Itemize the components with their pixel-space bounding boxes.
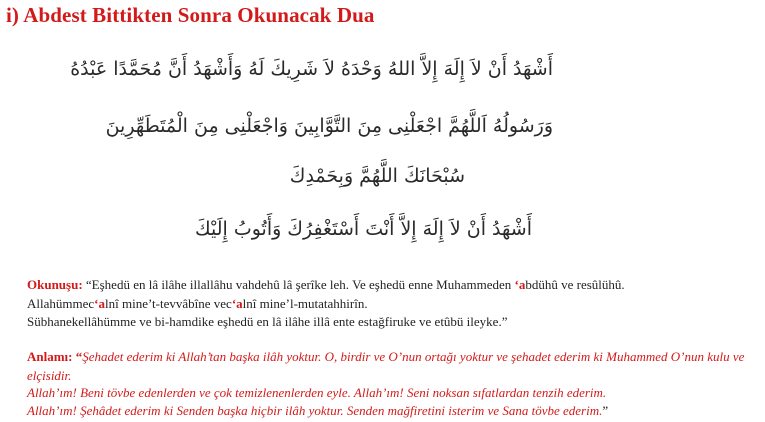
arabic-line-2: وَرَسُولُهُ اَللَّهُمَّ اجْعَلْنِى مِنَ التَّوَّابِينَ وَاجْعَلْنِى مِنَ الْمُتَطَهِّرِينَ (105, 115, 553, 137)
meaning-open-quote: “ (72, 349, 83, 364)
transliteration-text: lnî mine’t-tevvâbîne vec (105, 296, 232, 311)
ayn-mark: ‘a (514, 277, 526, 292)
meaning-line-1 (27, 348, 762, 385)
arabic-line-1: أَشْهَدُ أَنْ لاَ إِلَهَ إِلاَّ اللهُ وَحْدَهُ لاَ شَرِيكَ لَهُ وَأَشْهَدُ أَنَّ مُحَمَّدًا عَبْدُهُ (70, 58, 553, 80)
transliteration-text: Allahümmec (27, 296, 95, 311)
transliteration-line-1 (27, 276, 625, 295)
meaning-line-2 (27, 384, 606, 403)
meaning-text: Şehadet ederim ki Allah’tan başka ilâh yoktur. O, birdir ve O’nun ortağı yoktur ve şehadet ederim ki Muhammed O’nun kulu ve elçisidir. (27, 349, 745, 383)
meaning-label: Anlamı: (27, 349, 73, 364)
ayn-mark: ‘a (231, 296, 243, 311)
transliteration-label: Okunuşu: (27, 277, 83, 292)
transliteration-line-3: Sübhanekellâhümme ve bi-hamdike eşhedü en lâ ilâhe illâ ente estağfiruke ve etûbü ileyke.” (27, 314, 508, 329)
ayn-mark: ‘a (94, 296, 105, 311)
arabic-line-4: أَشْهَدُ أَنْ لاَ إِلَهَ إِلاَّ أَنْتَ أَسْتَغْفِرُكَ وَأَتُوبُ إِلَيْكَ (194, 218, 532, 240)
transliteration-line-2 (27, 295, 368, 314)
meaning-line-3 (27, 402, 608, 421)
meaning-text: Allah’ım! Beni tövbe edenlerden ve çok temizlenenlerden eyle. Allah’ım! Seni noksan sıfatlardan tenzih ederim. (27, 385, 607, 400)
meaning-text: Allah’ım! Şehâdet ederim ki Senden başka hiçbir ilâh yoktur. Senden mağfiretini isterim ve Sana tövbe ederim. (27, 403, 603, 418)
transliteration-text: “Eşhedü en lâ ilâhe illallâhu vahdehû lâ şerîke leh. Ve eşhedü enne Muhammeden (82, 277, 515, 292)
transliteration-text: lnî mine’l-mutatahhirîn. (242, 296, 368, 311)
transliteration-text: bdühû ve resûlühû. (525, 277, 625, 292)
section-title: i) Abdest Bittikten Sonra Okunacak Dua (6, 3, 375, 27)
meaning-close-quote: ” (602, 403, 609, 418)
arabic-line-3: سُبْحَانَكَ اللَّهُمَّ وَبِحَمْدِكَ (289, 165, 465, 187)
